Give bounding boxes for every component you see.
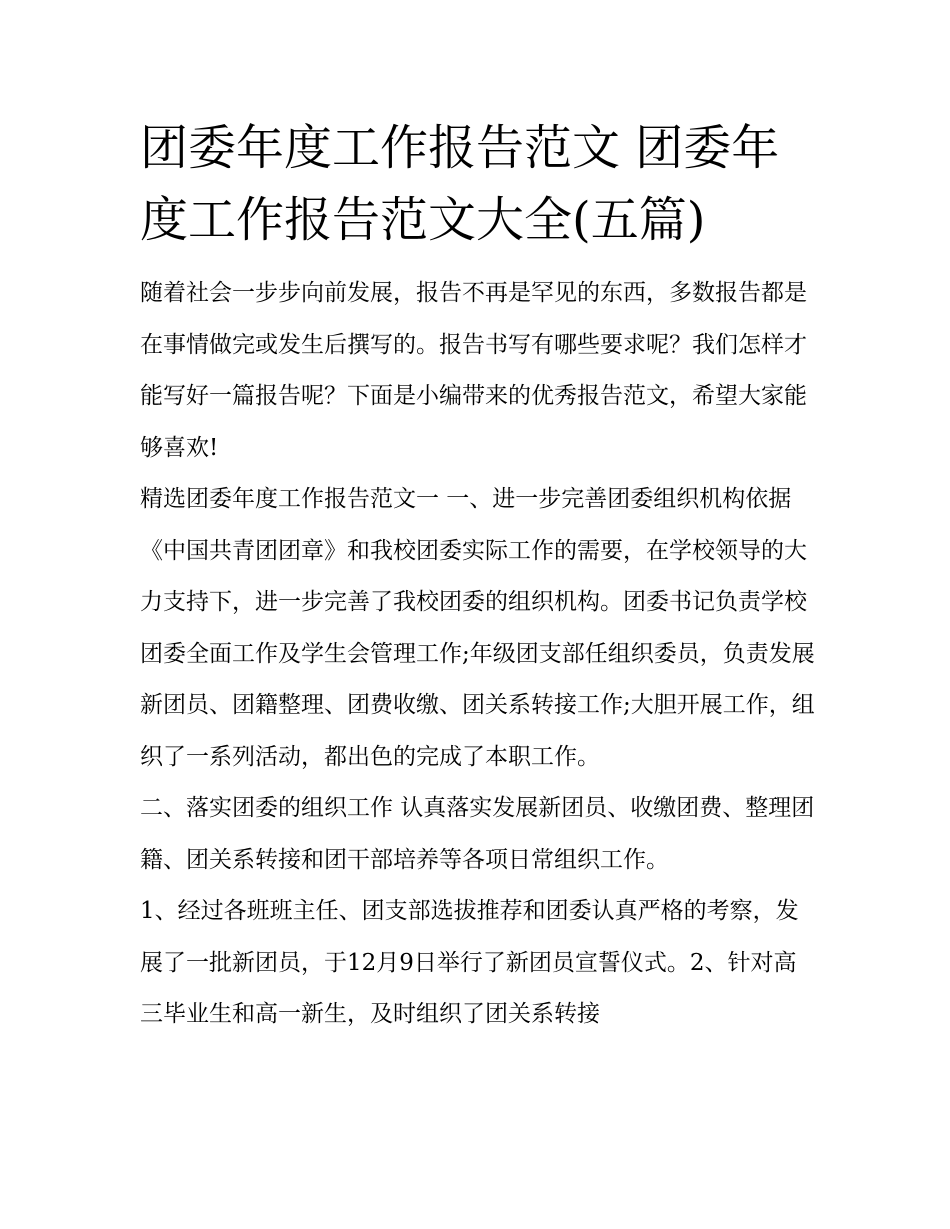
document-page [140, 112, 815, 1041]
paragraph-section-one: 精选团委年度工作报告范文一 一、进一步完善团委组织机构依据《中国共青团团章》和我校团委实际工作的需要，在学校领导的大力支持下，进一步完善了我校团委的组织机构。团委书记负责学校团委全面工作及学生会管理工作;年级团支部任组织委员，负责发展新团员、团籍整理、团费收缴、团关系转接工作;大胆开展工作，组织了一系列活动，都出色的完成了本职工作。 [140, 486, 815, 770]
paragraph-section-two: 二、落实团委的组织工作 认真落实发展新团员、收缴团费、整理团籍、团关系转接和团干部培养等各项日常组织工作。 [140, 795, 815, 873]
document-title: 团委年度工作报告范文 团委年度工作报告范文大全(五篇) [140, 120, 780, 248]
paragraph-section-two-items: 1、经过各班班主任、团支部选拔推荐和团委认真严格的考察，发展了一批新团员，于12月9日举行了新团员宣誓仪式。2、针对高三毕业生和高一新生，及时组织了团关系转接 [140, 898, 799, 1027]
paragraph-intro: 随着社会一步步向前发展，报告不再是罕见的东西，多数报告都是在事情做完或发生后撰写的。报告书写有哪些要求呢？我们怎样才能写好一篇报告呢？下面是小编带来的优秀报告范文，希望大家能够喜欢! [140, 280, 807, 461]
